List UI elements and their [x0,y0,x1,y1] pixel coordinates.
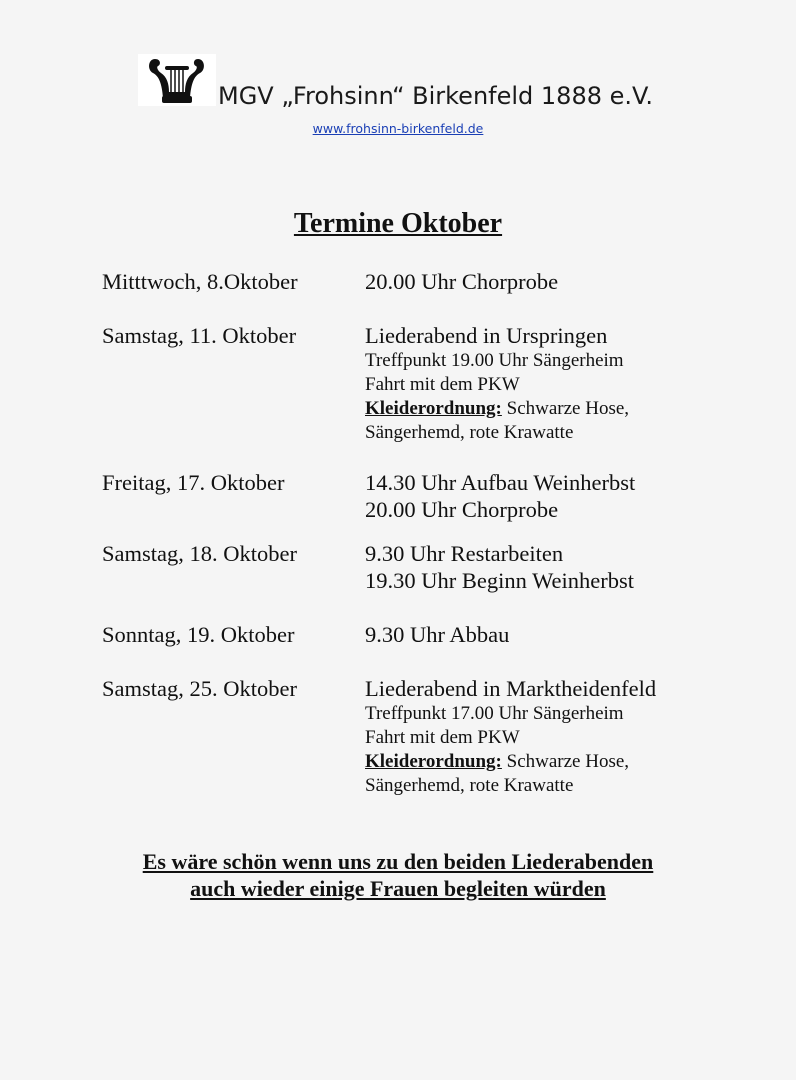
event-main-line: Liederabend in Marktheidenfeld [365,676,657,701]
page-title: Termine Oktober [293,208,503,239]
dress-code-line-2: Sängerhemd, rote Krawatte [365,775,574,796]
event-detail-line: Treffpunkt 17.00 Uhr Sängerheim [365,703,624,724]
org-name: MGV „Frohsinn“ Birkenfeld 1888 e.V. [218,82,653,110]
event-detail-line: Fahrt mit dem PKW [365,727,520,748]
event-detail-line: Treffpunkt 19.00 Uhr Sängerheim [365,350,624,371]
event-main-line: 9.30 Uhr Restarbeiten [365,541,564,566]
event-main-line: 20.00 Uhr Chorprobe [365,497,559,522]
event-main-line: 19.30 Uhr Beginn Weinherbst [365,568,634,593]
dress-code-line [365,750,656,774]
event-details [365,621,509,648]
event-details [365,469,635,523]
event-main-line: 14.30 Uhr Aufbau Weinherbst [365,470,636,495]
event-details [365,675,656,798]
footer-note [0,848,796,902]
dress-code-text: Schwarze Hose, [501,751,630,772]
dress-code-line [365,397,629,421]
footer-line-2: auch wieder einige Frauen begleiten würden [190,876,606,901]
dress-code-label: Kleiderordnung: [365,751,502,772]
lyre-icon [138,54,216,106]
dress-code-label: Kleiderordnung: [365,398,502,419]
event-detail-line: Fahrt mit dem PKW [365,374,520,395]
footer-line-1: Es wäre schön wenn uns zu den beiden Liederabenden [142,849,654,874]
event-details [365,540,634,594]
event-main-line: 20.00 Uhr Chorprobe [365,269,559,294]
event-date: Samstag, 11. Oktober [102,323,297,348]
event-date: Samstag, 18. Oktober [102,541,297,566]
event-date: Mitttwoch, 8.Oktober [102,269,298,294]
dress-code-text: Schwarze Hose, [501,398,630,419]
event-main-line: 9.30 Uhr Abbau [365,622,510,647]
dress-code-line-2: Sängerhemd, rote Krawatte [365,422,574,443]
event-date: Freitag, 17. Oktober [102,470,285,495]
event-details [365,322,629,445]
website-link[interactable]: www.frohsinn-birkenfeld.de [312,121,484,136]
event-date: Samstag, 25. Oktober [102,676,297,701]
event-main-line: Liederabend in Urspringen [365,323,608,348]
event-details [365,268,558,295]
website-row [0,121,796,137]
event-date: Sonntag, 19. Oktober [102,622,295,647]
